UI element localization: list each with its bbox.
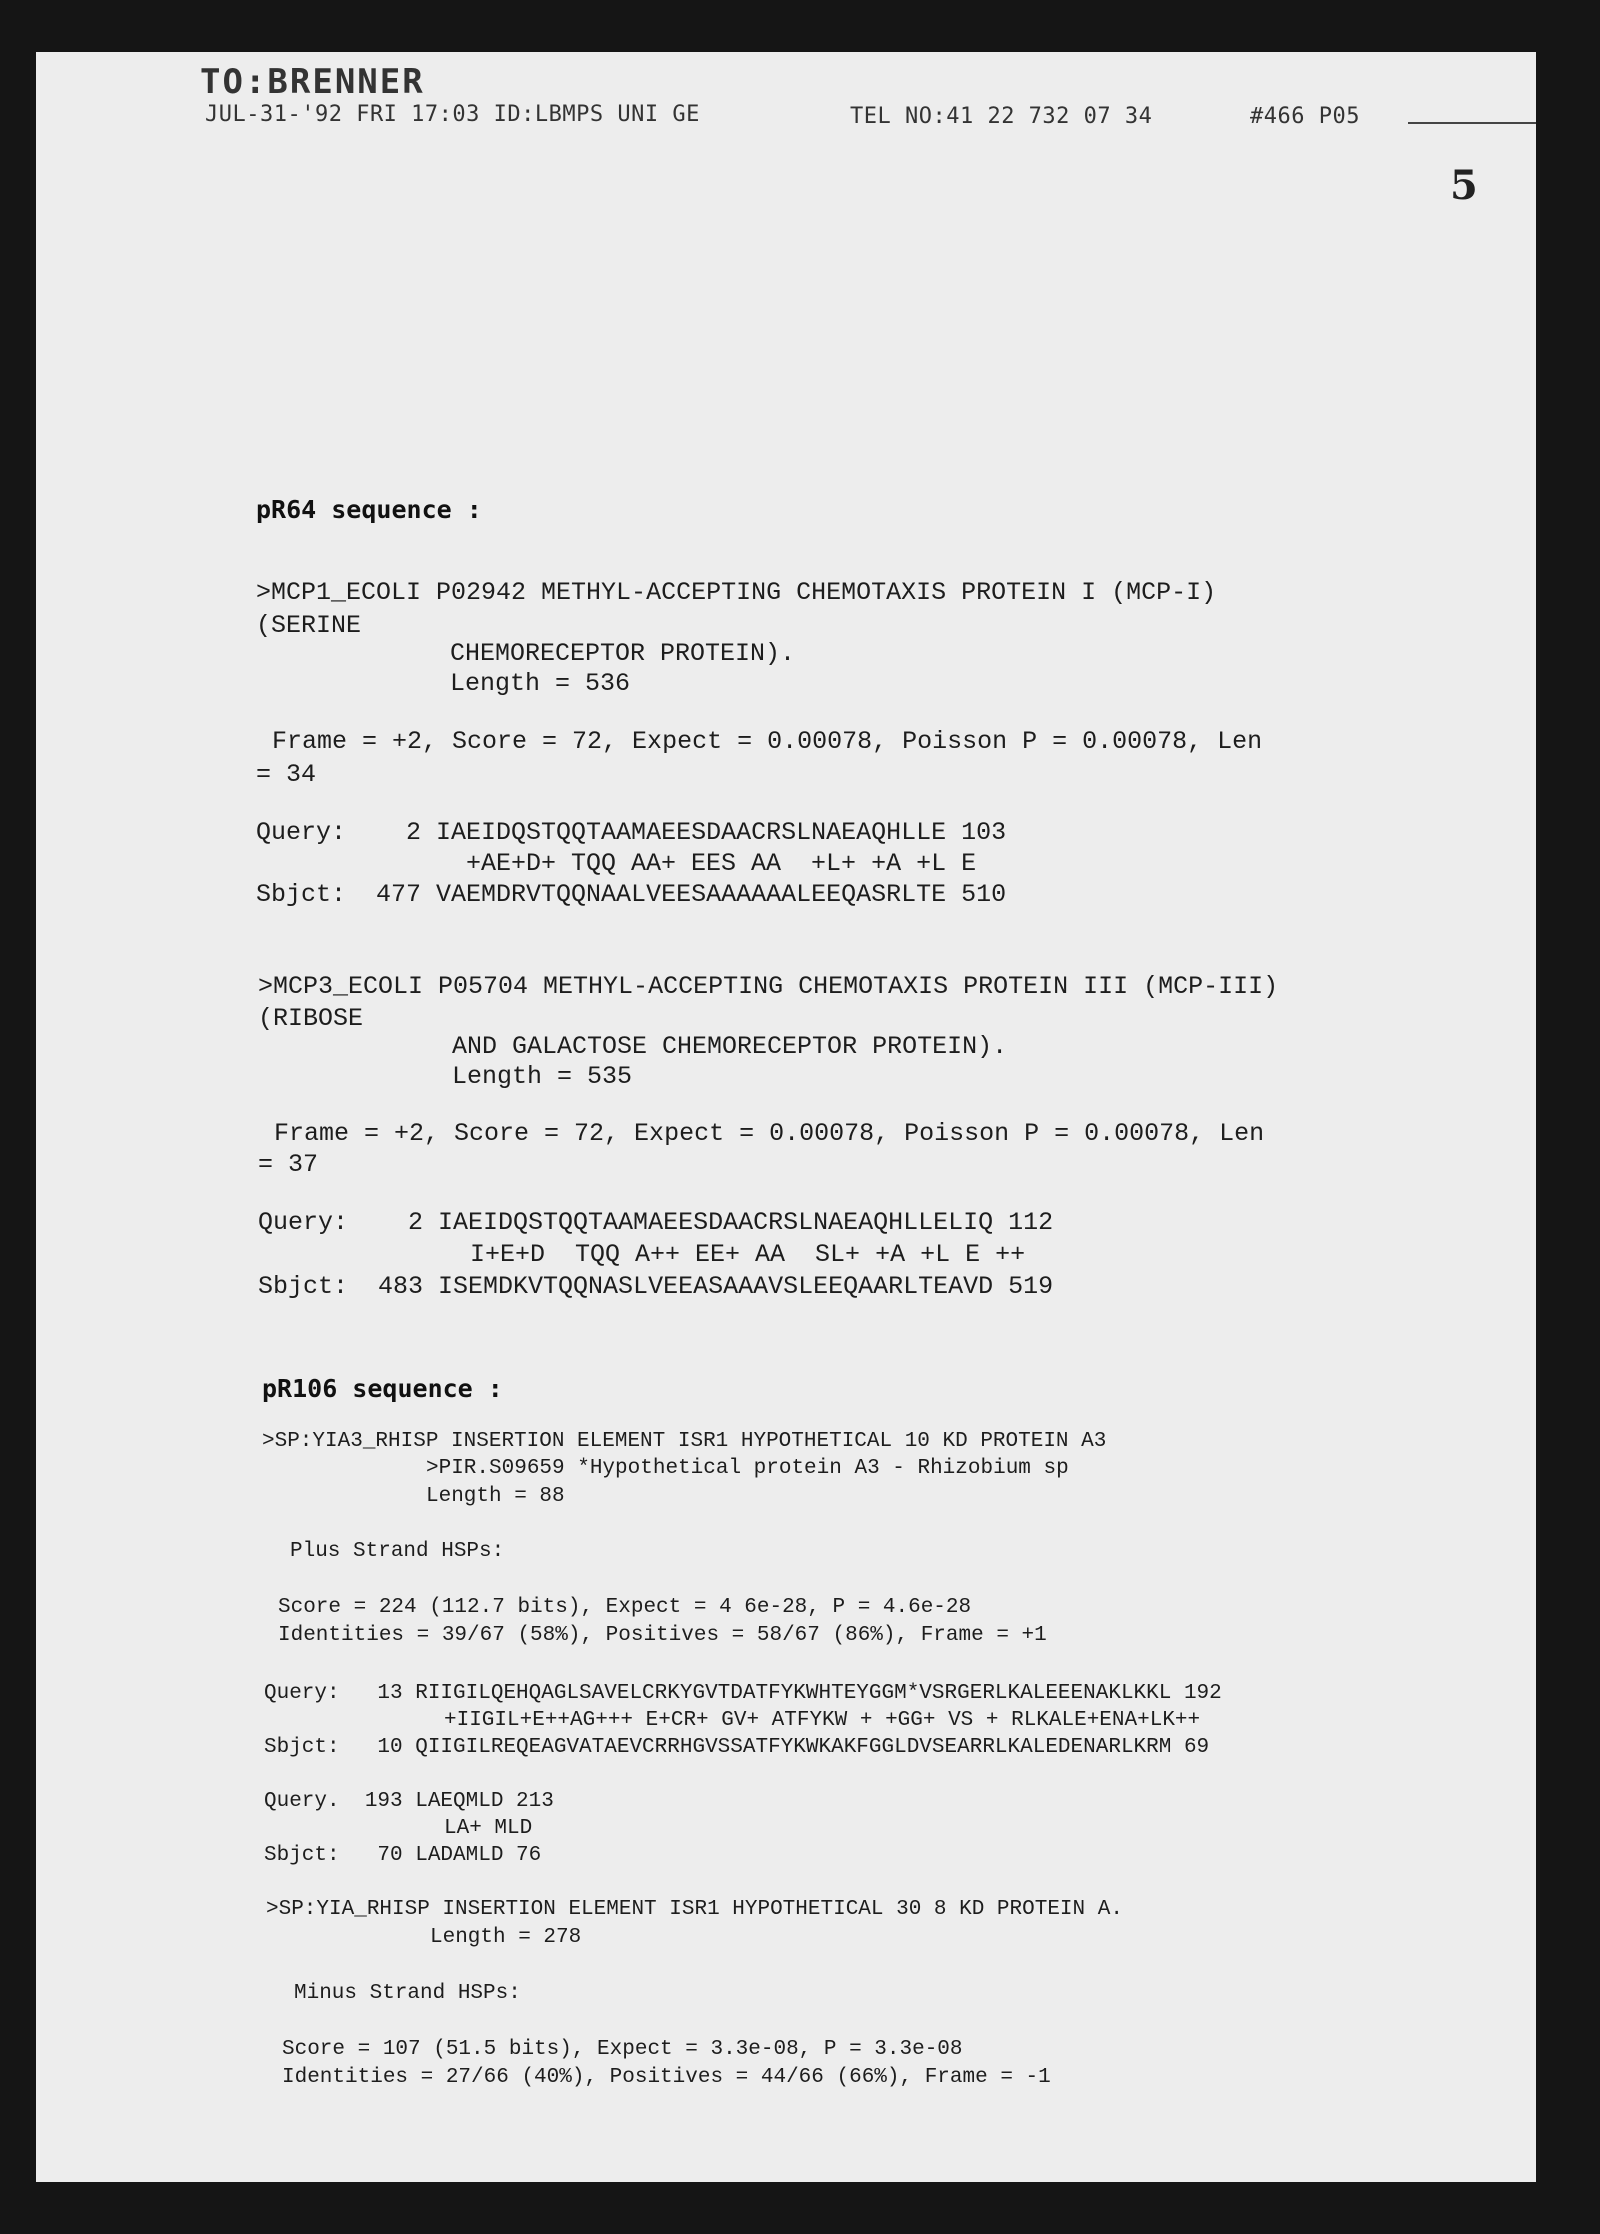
pr106-hit2-identities: Identities = 27/66 (40%), Positives = 44/66 (66%), Frame = -1 (282, 2066, 1051, 2089)
pr64-hit2-title-cont: (RIBOSE (258, 1004, 364, 1033)
pr64-hit1-frame: Frame = +2, Score = 72, Expect = 0.00078, Poisson P = 0.00078, Len (272, 727, 1263, 756)
pr64-hit1-sbjct: Sbjct: 477 VAEMDRVTQQNAALVEESAAAAAALEEQASRLTE 510 (256, 880, 1007, 909)
pr64-hit2-match: I+E+D TQQ A++ EE+ AA SL+ +A +L E ++ (470, 1240, 1026, 1269)
pr106-hit1-match2: LA+ MLD (444, 1817, 533, 1840)
header-rule (1408, 122, 1536, 124)
pr106-hit1-title: >SP:YIA3_RHISP INSERTION ELEMENT ISR1 HYPOTHETICAL 10 KD PROTEIN A3 (262, 1430, 1107, 1453)
pr64-hit2-title: >MCP3_ECOLI P05704 METHYL-ACCEPTING CHEMOTAXIS PROTEIN III (MCP-III) (258, 972, 1279, 1001)
pr106-hit2-length: Length = 278 (430, 1926, 582, 1949)
page-number: 5 (1450, 162, 1478, 209)
pr64-hit1-title: >MCP1_ECOLI P02942 METHYL-ACCEPTING CHEMOTAXIS PROTEIN I (MCP-I) (256, 578, 1217, 607)
pr64-hit1-frame-cont: = 34 (256, 760, 317, 789)
pr106-hit1-pir: >PIR.S09659 *Hypothetical protein A3 - Rhizobium sp (426, 1457, 1069, 1480)
pr64-hit1-query: Query: 2 IAEIDQSTQQTAAMAEESDAACRSLNAEAQHLLE 103 (256, 818, 1007, 847)
pr64-hit1-title-cont2: CHEMORECEPTOR PROTEIN). (450, 639, 796, 668)
pr106-hit1-query2: Query. 193 LAEQMLD 213 (264, 1790, 554, 1813)
pr106-hit1-sbjct2: Sbjct: 70 LADAMLD 76 (264, 1844, 542, 1867)
pr64-hit2-frame-cont: = 37 (258, 1150, 319, 1179)
pr106-hit1-identities: Identities = 39/67 (58%), Positives = 58/67 (86%), Frame = +1 (278, 1624, 1047, 1647)
pr64-hit1-match: +AE+D+ TQQ AA+ EES AA +L+ +A +L E (466, 849, 977, 878)
pr106-heading: pR106 sequence : (262, 1374, 503, 1403)
pr106-hit1-score: Score = 224 (112.7 bits), Expect = 4 6e-28, P = 4.6e-28 (278, 1596, 972, 1619)
pr106-hit2-strand: Minus Strand HSPs: (294, 1982, 521, 2005)
pr64-hit2-frame: Frame = +2, Score = 72, Expect = 0.00078, Poisson P = 0.00078, Len (274, 1119, 1265, 1148)
pr64-hit2-title-cont2: AND GALACTOSE CHEMORECEPTOR PROTEIN). (452, 1032, 1008, 1061)
pr106-hit1-strand: Plus Strand HSPs: (290, 1540, 505, 1563)
pr106-hit1-query1: Query: 13 RIIGILQEHQAGLSAVELCRKYGVTDATFYKWHTEYGGM*VSRGERLKALEEENAKLKKL 192 (264, 1682, 1222, 1705)
pr106-hit2-title: >SP:YIA_RHISP INSERTION ELEMENT ISR1 HYPOTHETICAL 30 8 KD PROTEIN A. (266, 1898, 1123, 1921)
pr64-heading: pR64 sequence : (256, 495, 482, 524)
fax-page (36, 52, 1536, 2182)
fax-recipient: TO:BRENNER (200, 62, 425, 102)
pr64-hit2-query: Query: 2 IAEIDQSTQQTAAMAEESDAACRSLNAEAQHLLELIQ 112 (258, 1208, 1054, 1237)
pr106-hit2-score: Score = 107 (51.5 bits), Expect = 3.3e-08, P = 3.3e-08 (282, 2038, 963, 2061)
pr64-hit1-length: Length = 536 (450, 669, 631, 698)
pr64-hit2-sbjct: Sbjct: 483 ISEMDKVTQQNASLVEEASAAAVSLEEQAARLTEAVD 519 (258, 1272, 1054, 1301)
pr106-hit1-length: Length = 88 (426, 1485, 565, 1508)
fax-telephone: TEL NO:41 22 732 07 34 (850, 104, 1153, 129)
pr106-hit1-sbjct1: Sbjct: 10 QIIGILREQEAGVATAEVCRRHGVSSATFYKWKAKFGGLDVSEARRLKALEDENARLKRM 69 (264, 1736, 1210, 1759)
pr64-hit1-title-cont: (SERINE (256, 611, 362, 640)
pr106-hit1-match1: +IIGIL+E++AG+++ E+CR+ GV+ ATFYKW + +GG+ VS + RLKALE+ENA+LK++ (444, 1709, 1201, 1732)
pr64-hit2-length: Length = 535 (452, 1062, 633, 1091)
fax-job-page: #466 P05 (1250, 104, 1360, 129)
fax-date-id: JUL-31-'92 FRI 17:03 ID:LBMPS UNI GE (205, 102, 700, 127)
